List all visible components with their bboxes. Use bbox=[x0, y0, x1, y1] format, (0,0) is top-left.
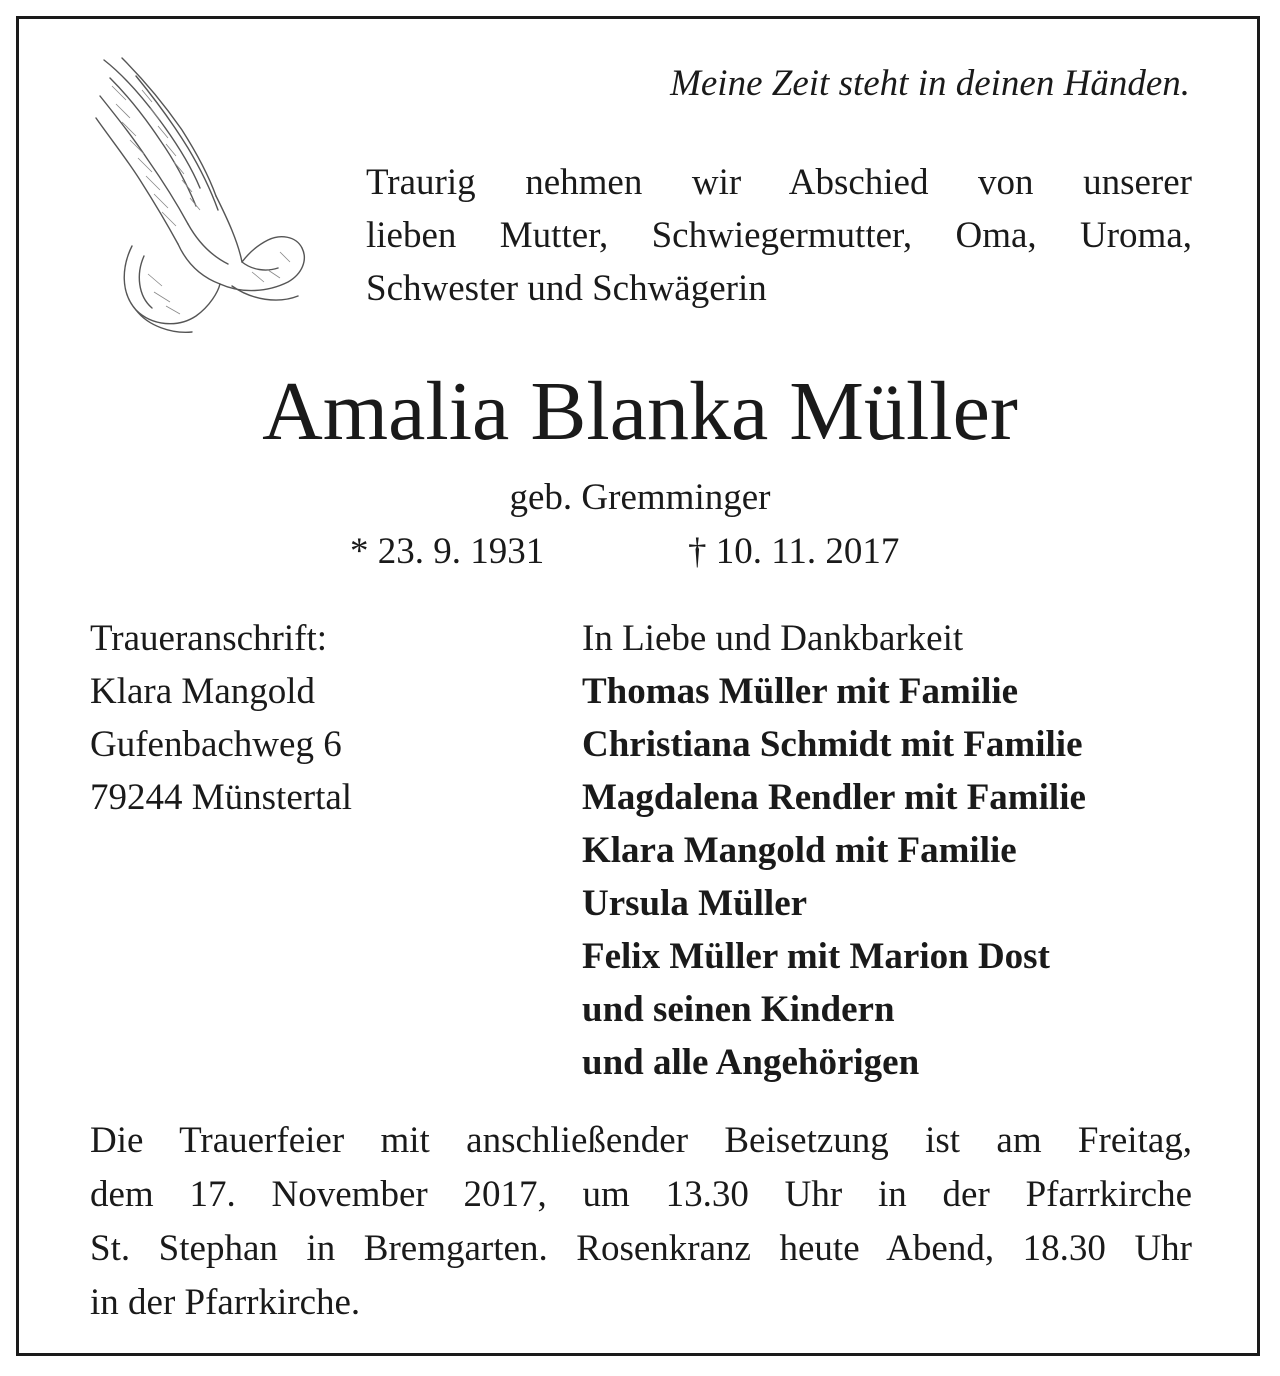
intro-line: Traurig nehmen wir Abschied von unserer bbox=[366, 162, 1192, 203]
service-line: Die Trauerfeier mit anschließender Beisetzung ist am Freitag, bbox=[90, 1120, 1192, 1161]
mourner-name: Magdalena Rendler mit Familie bbox=[582, 777, 1086, 818]
address-line: Klara Mangold bbox=[90, 671, 316, 712]
service-line: in der Pfarrkirche. bbox=[90, 1282, 361, 1323]
mourning-address bbox=[90, 612, 352, 824]
life-dates bbox=[350, 530, 900, 573]
intro-text bbox=[366, 156, 1192, 315]
mourner-name: Klara Mangold mit Familie bbox=[582, 830, 1017, 871]
mourner-name: und alle Angehörigen bbox=[582, 1042, 920, 1083]
death-date: † 10. 11. 2017 bbox=[688, 531, 900, 572]
service-line: St. Stephan in Bremgarten. Rosenkranz heute Abend, 18.30 Uhr bbox=[90, 1228, 1192, 1269]
birth-date: * 23. 9. 1931 bbox=[350, 531, 545, 572]
service-line: dem 17. November 2017, um 13.30 Uhr in der Pfarrkirche bbox=[90, 1174, 1192, 1215]
deceased-name: Amalia Blanka Müller bbox=[262, 365, 1018, 458]
motto-quote: Meine Zeit steht in deinen Händen. bbox=[670, 63, 1190, 104]
mourners-heading: In Liebe und Dankbarkeit bbox=[582, 618, 964, 659]
address-line: Traueranschrift: bbox=[90, 618, 328, 659]
mourners-list bbox=[582, 612, 1086, 1089]
mourner-name: Thomas Müller mit Familie bbox=[582, 671, 1019, 712]
mourner-name: und seinen Kindern bbox=[582, 989, 895, 1030]
mourner-name: Christiana Schmidt mit Familie bbox=[582, 724, 1083, 765]
mourner-name: Ursula Müller bbox=[582, 883, 808, 924]
maiden-name: geb. Gremminger bbox=[509, 477, 771, 518]
intro-line: lieben Mutter, Schwiegermutter, Oma, Uroma, bbox=[366, 215, 1192, 256]
mourner-name: Felix Müller mit Marion Dost bbox=[582, 936, 1050, 977]
praying-hands-icon bbox=[92, 56, 310, 336]
intro-line: Schwester und Schwägerin bbox=[366, 268, 767, 309]
service-info bbox=[90, 1114, 1192, 1330]
address-line: 79244 Münstertal bbox=[90, 777, 353, 818]
address-line: Gufenbachweg 6 bbox=[90, 724, 342, 765]
